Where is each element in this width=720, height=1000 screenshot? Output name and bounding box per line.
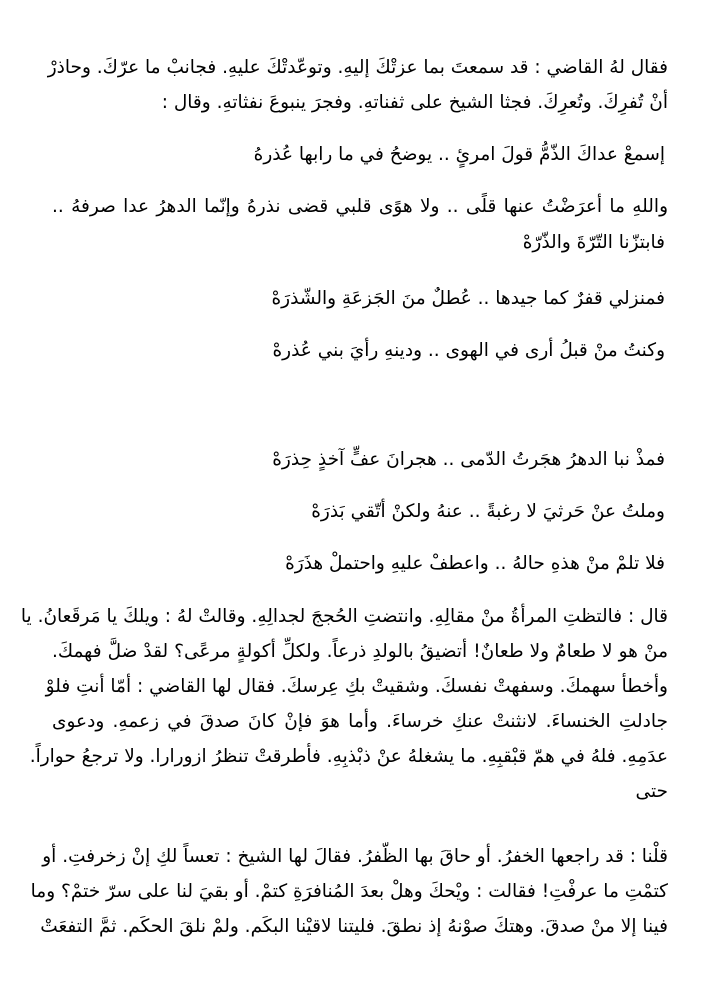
verse-line: فابتزّنا التّرّةَ والذّرّهْ <box>522 232 665 253</box>
paragraph-line: حتى <box>635 781 668 802</box>
paragraph-line: فقال لهُ القاضي : قد سمعتَ بما عزتْكَ إليهِ. وتوعّدتْكَ عليهِ. فجانبْ ما عرّكَ. وحاذرْ <box>47 57 668 78</box>
paragraph-line: أنْ تُفرِكَ. وتُعرِكَ. فجثا الشيخ على ثفناتهِ. وفجرَ ينبوعَ نفثاتهِ. وقال : <box>161 92 668 113</box>
paragraph-line: قلْنا : قد راجعها الخفرُ. أو حاقَ بها الظّفرُ. فقالَ لها الشيخ : تعساً لكِ إنْ زخرفتِ. أو <box>42 846 668 867</box>
verse-line: إسمعْ عداكَ الذّمُّ قولَ امرئٍ .. يوضحُ في ما رابها عُذرهُ <box>253 144 665 165</box>
paragraph-line: وأخطأ سهمكَ. وسفهتْ نفسكَ. وشقيتْ بكِ عِرسكَ. فقال لها القاضي : أمّا أنتِ فلوْ <box>45 676 668 697</box>
verse-line: وملتُ عنْ حَرثيَ لا رغبةً .. عنهُ ولكنْ أتّقي بَذرَهْ <box>311 501 665 522</box>
paragraph-line: قال : فالتظتِ المرأةُ منْ مقالِهِ. وانتضتِ الحُججَ لجدالِهِ. وقالتْ لهُ : ويلكَ يا مَرقَعانُ. يا <box>20 606 668 627</box>
verse-line: فلا تلمْ منْ هذهِ حالهُ .. واعطفْ عليهِ واحتملْ هذَرَهْ <box>285 553 665 574</box>
paragraph-line: منْ هو لا طعامٌ ولا طعانٌ! أتضيقُ بالولدِ ذرعاً. ولكلِّ أكولةٍ مرعًى؟ لقدْ ضلَّ فهمكَ. <box>52 641 668 662</box>
paragraph-line: كتمْتِ ما عرفْتِ! فقالت : ويْحكَ وهلْ بعدَ المُنافرَةِ كتمْ. أو بقيَ لنا على سرّ ختمْ؟ وما <box>30 881 668 902</box>
verse-line: وكنتُ منْ قبلُ أرى في الهوى .. ودينهِ رأيَ بني عُذرهْ <box>272 340 665 361</box>
paragraph-line: جادلتِ الخنساءَ. لانثنتْ عنكِ خرساءَ. وأما هوَ فإنْ كانَ صدقَ في زعمهِ. ودعوى <box>52 711 668 732</box>
paragraph-line: فينا إلا منْ صدقَ. وهتكَ صوْنهُ إذ نطقَ. فليتنا لاقيْنا البكَم. ولمْ نلقَ الحكَم. ثمَّ التفعَتْ <box>40 916 668 937</box>
verse-line: فمنزلي قفرٌ كما جيدها .. عُطلٌ منَ الجَزعَةِ والشّذرَهْ <box>271 288 665 309</box>
verse-line: فمذْ نبا الدهرُ هجَرتُ الدّمى .. هجرانَ عفٍّ آخذٍ حِذرَهْ <box>272 449 665 470</box>
verse-line: واللهِ ما أعرَضْتُ عنها قلًى .. ولا هوًى قلبي قضى نذرهُ وإنّما الدهرُ عدا صرفهُ .. <box>52 196 668 217</box>
paragraph-line: عدَمِهِ. فلهُ في همّ قبْقبِهِ. ما يشغلهُ عنْ ذبْذبِهِ. فأطرقتْ تنظرُ ازورارا. ولا ترجعُ حواراً. <box>29 746 668 767</box>
